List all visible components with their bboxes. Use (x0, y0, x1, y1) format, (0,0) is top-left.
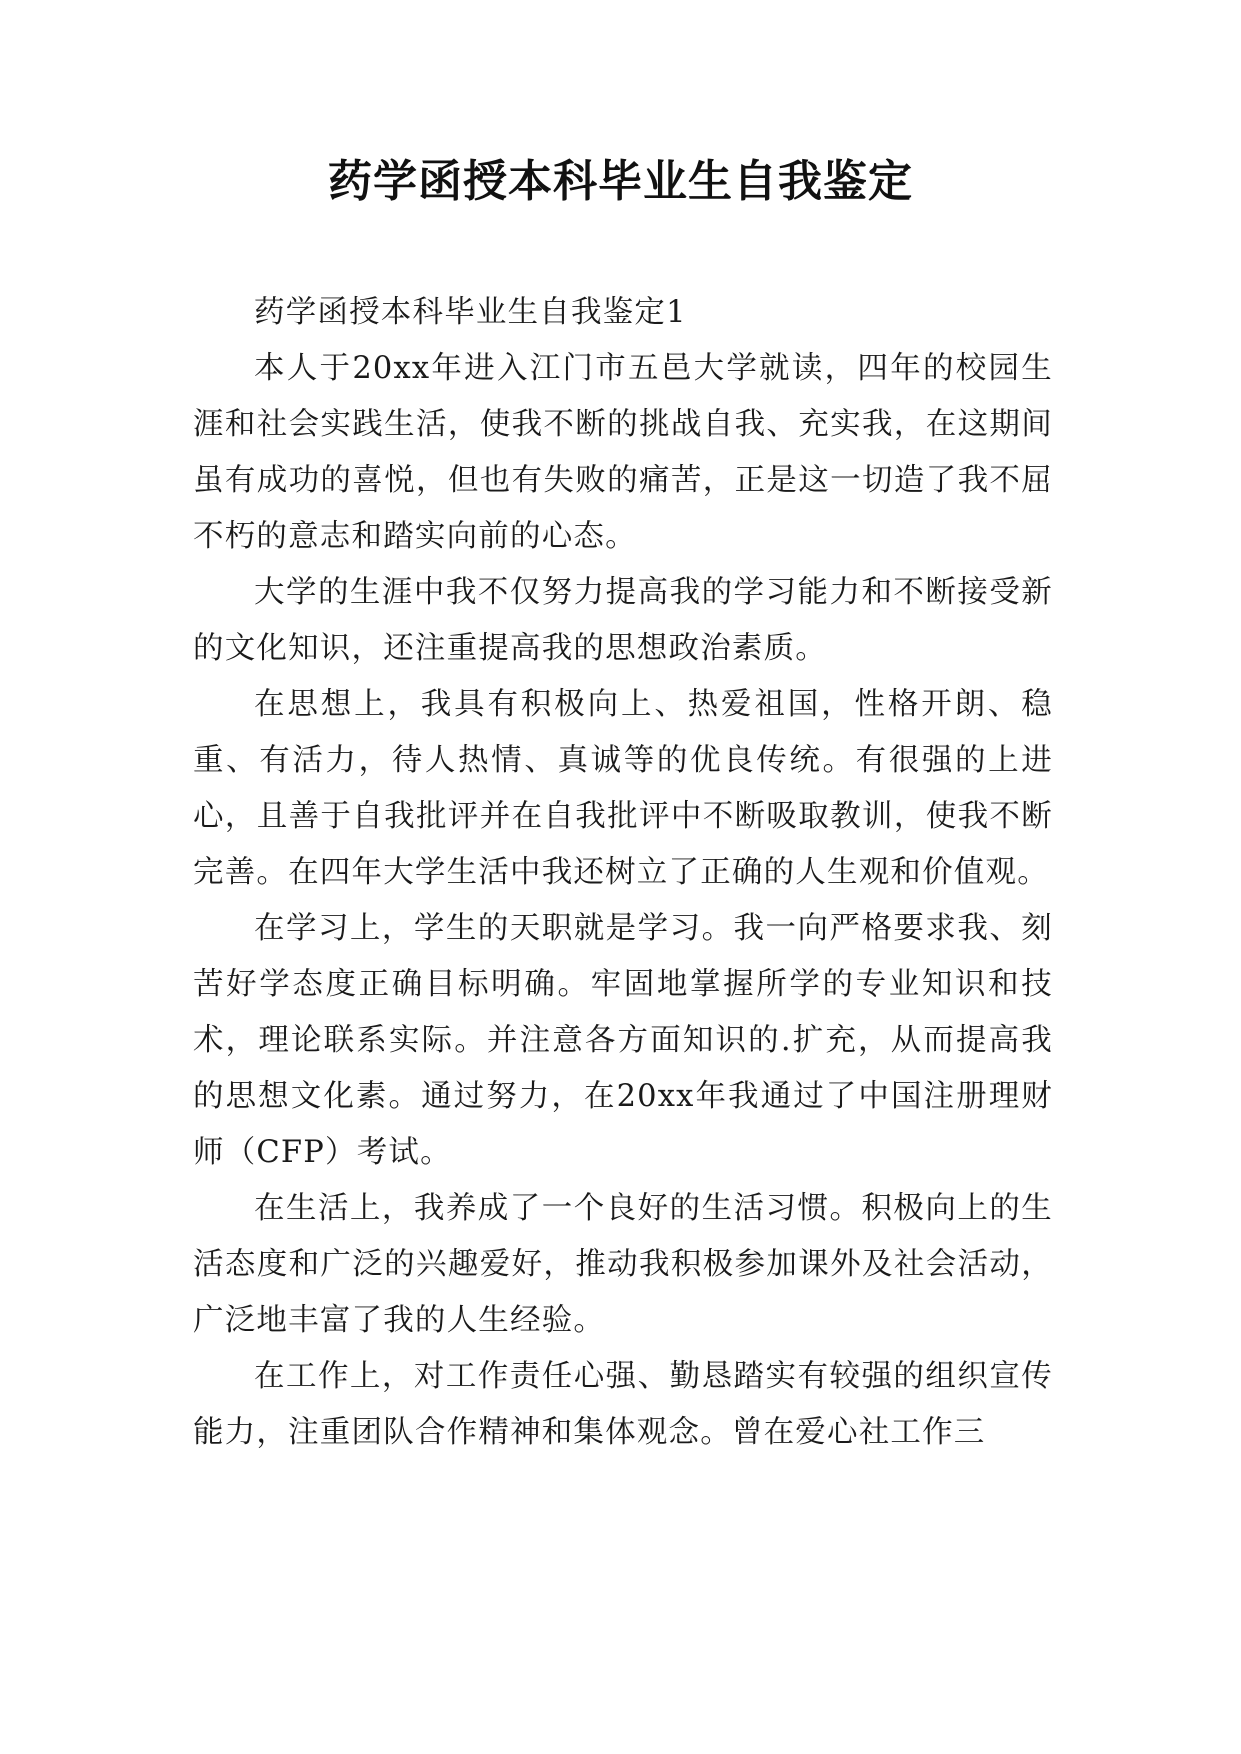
paragraph-intro: 本人于20xx年进入江门市五邑大学就读，四年的校园生涯和社会实践生活，使我不断的挑战自我、充实我，在这期间虽有成功的喜悦，但也有失败的痛苦，正是这一切造了我不屈不朽的意志和踏实向前的心态。 (193, 351, 1053, 554)
paragraph-study: 在学习上，学生的天职就是学习。我一向严格要求我、刻苦好学态度正确目标明确。牢固地掌握所学的专业知识和技术，理论联系实际。并注意各方面知识的.扩充，从而提高我的思想文化素。通过努力，在20xx年我通过了中国注册理财师（CFP）考试。 (193, 911, 1053, 1170)
section-heading: 药学函授本科毕业生自我鉴定1 (254, 295, 687, 330)
paragraph-ideology: 在思想上，我具有积极向上、热爱祖国，性格开朗、稳重、有活力，待人热情、真诚等的优良传统。有很强的上进心，且善于自我批评并在自我批评中不断吸取教训，使我不断完善。在四年大学生活中我还树立了正确的人生观和价值观。 (193, 687, 1053, 890)
document-title: 药学函授本科毕业生自我鉴定 (328, 156, 913, 207)
paragraph-life: 在生活上，我养成了一个良好的生活习惯。积极向上的生活态度和广泛的兴趣爱好，推动我积极参加课外及社会活动，广泛地丰富了我的人生经验。 (193, 1191, 1053, 1338)
paragraph-work: 在工作上，对工作责任心强、勤恳踏实有较强的组织宣传能力，注重团队合作精神和集体观念。曾在爱心社工作三 (193, 1359, 1053, 1450)
document-body (193, 285, 1053, 1461)
paragraph-university-life: 大学的生涯中我不仅努力提高我的学习能力和不断接受新的文化知识，还注重提高我的思想政治素质。 (193, 575, 1053, 666)
